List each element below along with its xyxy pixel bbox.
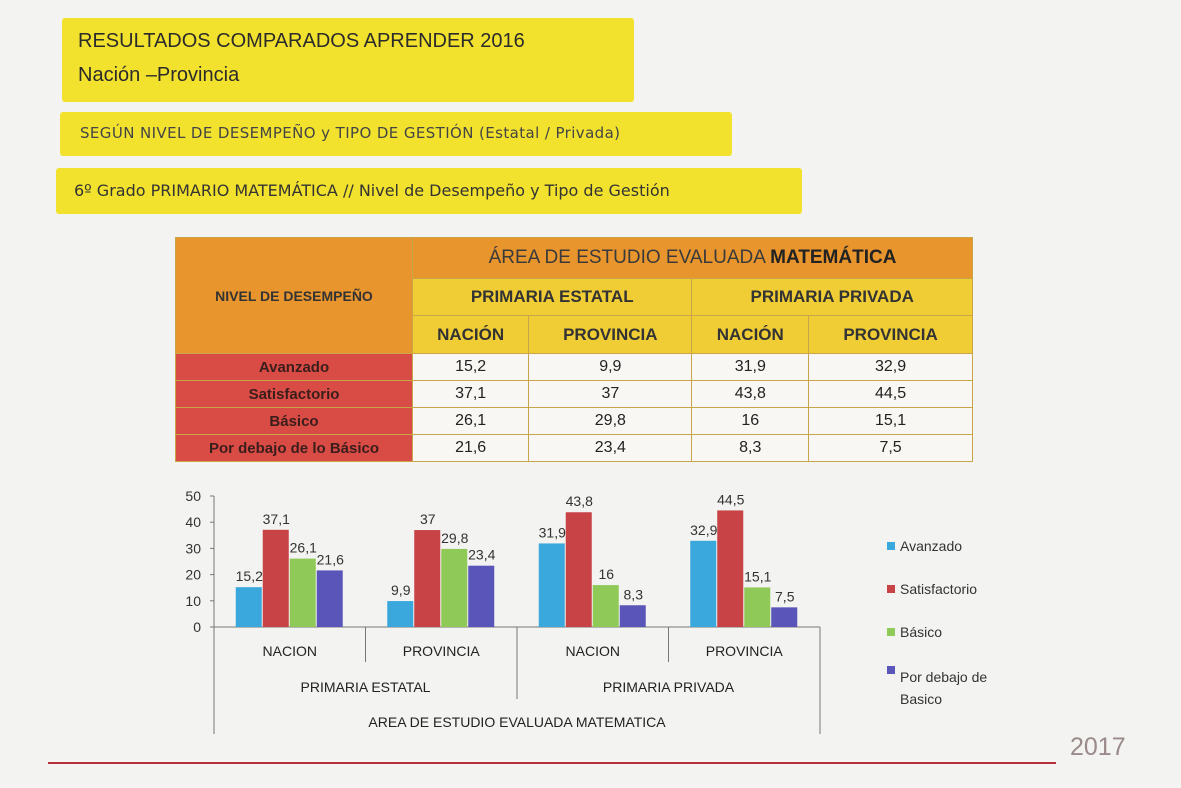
data-label: 23,4	[468, 546, 496, 563]
legend-swatch	[887, 542, 895, 550]
table-cell: 15,1	[809, 408, 973, 435]
grade-band	[56, 168, 802, 214]
table-cell: 16	[692, 408, 809, 435]
area-header-prefix: ÁREA DE ESTUDIO EVALUADA	[488, 247, 771, 268]
row-label: Básico	[176, 408, 413, 435]
subtitle-grade: 6º Grado PRIMARIO MATEMÁTICA // Nivel de Desempeño y Tipo de Gestión	[74, 181, 670, 200]
level-header: NIVEL DE DESEMPEÑO	[176, 238, 413, 354]
bar	[263, 530, 289, 627]
data-label: 16	[598, 566, 615, 583]
group-header-estatal: PRIMARIA ESTATAL	[413, 279, 692, 316]
y-tick-label: 40	[185, 514, 201, 531]
bar	[744, 587, 770, 627]
data-label: 44,5	[717, 491, 745, 508]
bar-chart	[170, 484, 850, 740]
table-cell: 44,5	[809, 381, 973, 408]
y-tick-label: 50	[185, 488, 201, 504]
x-tick-label: NACION	[262, 643, 317, 659]
table-cell: 7,5	[809, 435, 973, 462]
row-label: Por debajo de lo Básico	[176, 435, 413, 462]
data-label: 15,2	[235, 568, 263, 585]
table-cell: 29,8	[529, 408, 692, 435]
data-label: 8,3	[623, 586, 643, 603]
x-axis-title: AREA DE ESTUDIO EVALUADA MATEMATICA	[368, 714, 666, 730]
legend-label: Satisfactorio	[900, 581, 978, 597]
col-header-nacion: NACIÓN	[692, 316, 809, 354]
y-tick-label: 10	[185, 592, 201, 609]
row-label: Avanzado	[176, 354, 413, 381]
bar	[690, 541, 716, 627]
data-label: 9,9	[391, 582, 411, 599]
legend-swatch	[887, 585, 895, 593]
title-band	[62, 18, 634, 102]
bar	[620, 605, 646, 627]
legend-item	[887, 666, 1020, 710]
page-title: RESULTADOS COMPARADOS APRENDER 2016	[78, 30, 525, 52]
legend-item	[887, 581, 977, 597]
data-label: 15,1	[744, 568, 772, 585]
data-label: 26,1	[289, 539, 317, 556]
bar	[717, 510, 743, 627]
x-group-label: PRIMARIA ESTATAL	[300, 679, 431, 695]
table-cell: 37	[529, 381, 692, 408]
subtitle-gestion: SEGÚN NIVEL DE DESEMPEÑO y TIPO DE GESTIÓN (Estatal / Privada)	[80, 124, 621, 142]
table-cell: 15,2	[413, 354, 529, 381]
legend-item	[887, 538, 962, 554]
legend-label: Avanzado	[900, 538, 963, 554]
area-header	[413, 238, 973, 279]
legend-label: Básico	[900, 624, 943, 640]
data-label: 7,5	[775, 588, 795, 605]
data-label: 29,8	[441, 529, 469, 546]
legend-swatch	[887, 666, 895, 674]
data-label: 43,8	[565, 493, 593, 510]
table-cell: 9,9	[529, 354, 692, 381]
group-header-privada: PRIMARIA PRIVADA	[692, 279, 973, 316]
col-header-nacion: NACIÓN	[413, 316, 529, 354]
y-tick-label: 20	[185, 566, 201, 583]
bar	[317, 570, 343, 627]
legend-label: Por debajo de Basico	[900, 669, 988, 707]
row-label: Satisfactorio	[176, 381, 413, 408]
y-tick-label: 30	[185, 540, 201, 557]
table-row	[176, 381, 973, 408]
x-group-label: PRIMARIA PRIVADA	[602, 679, 735, 695]
bar	[414, 530, 440, 627]
bar	[771, 607, 797, 627]
data-label: 37,1	[262, 510, 290, 527]
page-subtitle: Nación –Provincia	[78, 64, 240, 86]
bar	[468, 566, 494, 627]
bar	[566, 512, 592, 627]
footer-year: 2017	[1070, 733, 1126, 761]
subtitle-band	[60, 112, 732, 156]
footer-line	[48, 762, 1056, 764]
y-tick-label: 0	[193, 619, 201, 635]
data-label: 32,9	[690, 521, 718, 538]
table-row	[176, 354, 973, 381]
table-row	[176, 435, 973, 462]
bar	[236, 587, 262, 627]
table-cell: 26,1	[413, 408, 529, 435]
legend-swatch	[887, 628, 895, 636]
data-label: 21,6	[316, 551, 344, 568]
x-tick-label: NACION	[565, 643, 620, 659]
col-header-provincia: PROVINCIA	[809, 316, 973, 354]
bar	[539, 543, 565, 627]
col-header-provincia: PROVINCIA	[529, 316, 692, 354]
bar	[441, 549, 467, 627]
x-tick-label: PROVINCIA	[402, 643, 480, 659]
data-label: 37	[419, 511, 436, 528]
table-row	[176, 408, 973, 435]
results-table	[175, 237, 973, 462]
area-header-subject: MATEMÁTICA	[770, 247, 897, 268]
x-tick-label: PROVINCIA	[705, 643, 783, 659]
bar	[593, 585, 619, 627]
table-cell: 8,3	[692, 435, 809, 462]
legend-item	[887, 624, 942, 640]
table-cell: 32,9	[809, 354, 973, 381]
table-cell: 43,8	[692, 381, 809, 408]
table-cell: 23,4	[529, 435, 692, 462]
table-cell: 37,1	[413, 381, 529, 408]
table-cell: 21,6	[413, 435, 529, 462]
table-cell: 31,9	[692, 354, 809, 381]
bar	[290, 559, 316, 627]
bar	[387, 601, 413, 627]
data-label: 31,9	[538, 524, 566, 541]
